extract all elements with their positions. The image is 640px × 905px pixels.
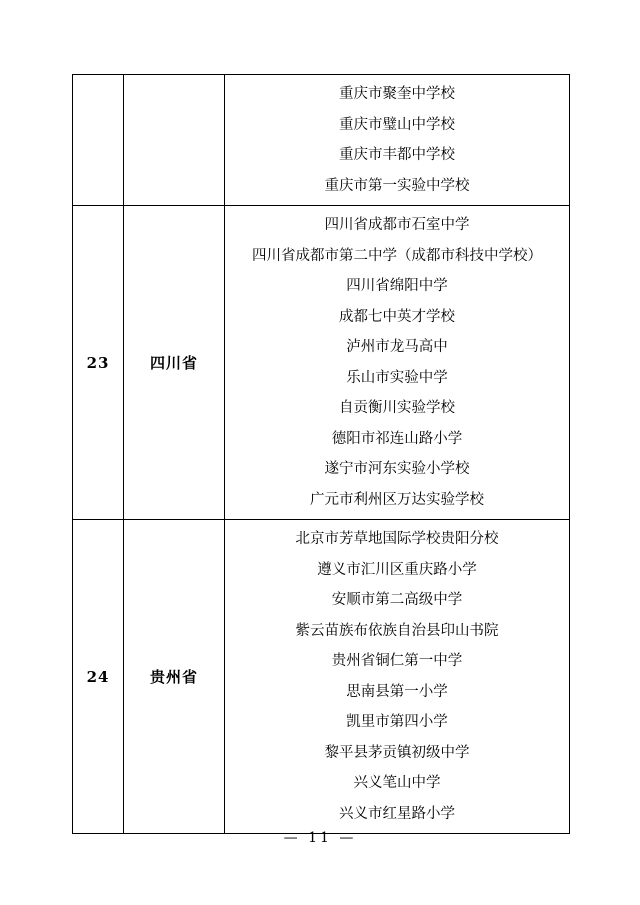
row-number — [73, 75, 124, 206]
table-row — [73, 206, 570, 520]
row-school-list — [225, 520, 570, 834]
page-number-footer: — 11 — — [283, 830, 357, 846]
list-item: 兴义笔山中学 — [353, 775, 441, 791]
list-item: 兴义市红星路小学 — [339, 805, 455, 822]
row-school-list — [225, 75, 570, 206]
schools-table — [72, 74, 570, 834]
list-item: 重庆市丰都中学校 — [339, 147, 455, 163]
list-item: 凯里市第四小学 — [346, 714, 448, 730]
list-item: 思南县第一小学 — [346, 683, 448, 700]
list-item: 乐山市实验中学 — [346, 369, 448, 386]
row-province: 四川省 — [124, 206, 225, 520]
list-item: 遂宁市河东实验小学校 — [324, 461, 470, 477]
list-item: 贵州省铜仁第一中学 — [331, 653, 463, 669]
list-item: 四川省成都市第二中学（成都市科技中学校） — [252, 247, 542, 264]
list-item: 黎平县茅贡镇初级中学 — [324, 744, 470, 761]
list-item: 四川省绵阳中学 — [346, 278, 448, 294]
row-number: 24 — [73, 520, 124, 834]
school-list — [225, 75, 569, 205]
table-row — [73, 520, 570, 834]
list-item: 自贡衡川实验学校 — [339, 400, 455, 416]
list-item: 北京市芳草地国际学校贵阳分校 — [295, 531, 499, 547]
table-row — [73, 75, 570, 206]
list-item: 遵义市汇川区重庆路小学 — [317, 561, 477, 578]
list-item: 德阳市祁连山路小学 — [331, 430, 463, 447]
list-item: 安顺市第二高级中学 — [331, 592, 463, 608]
list-item: 成都七中英才学校 — [339, 308, 455, 325]
row-number: 23 — [73, 206, 124, 520]
list-item: 四川省成都市石室中学 — [324, 217, 470, 233]
list-item: 重庆市第一实验中学校 — [324, 177, 470, 194]
list-item: 紫云苗族布依族自治县印山书院 — [295, 622, 499, 639]
list-item: 广元市利州区万达实验学校 — [310, 491, 484, 508]
list-item: 重庆市聚奎中学校 — [339, 86, 455, 102]
list-item: 泸州市龙马高中 — [346, 339, 448, 355]
list-item: 重庆市璧山中学校 — [339, 116, 455, 133]
row-province: 贵州省 — [124, 520, 225, 834]
school-list — [225, 520, 569, 833]
row-school-list — [225, 206, 570, 520]
row-province — [124, 75, 225, 206]
school-list — [225, 206, 569, 519]
table-body — [73, 75, 570, 834]
